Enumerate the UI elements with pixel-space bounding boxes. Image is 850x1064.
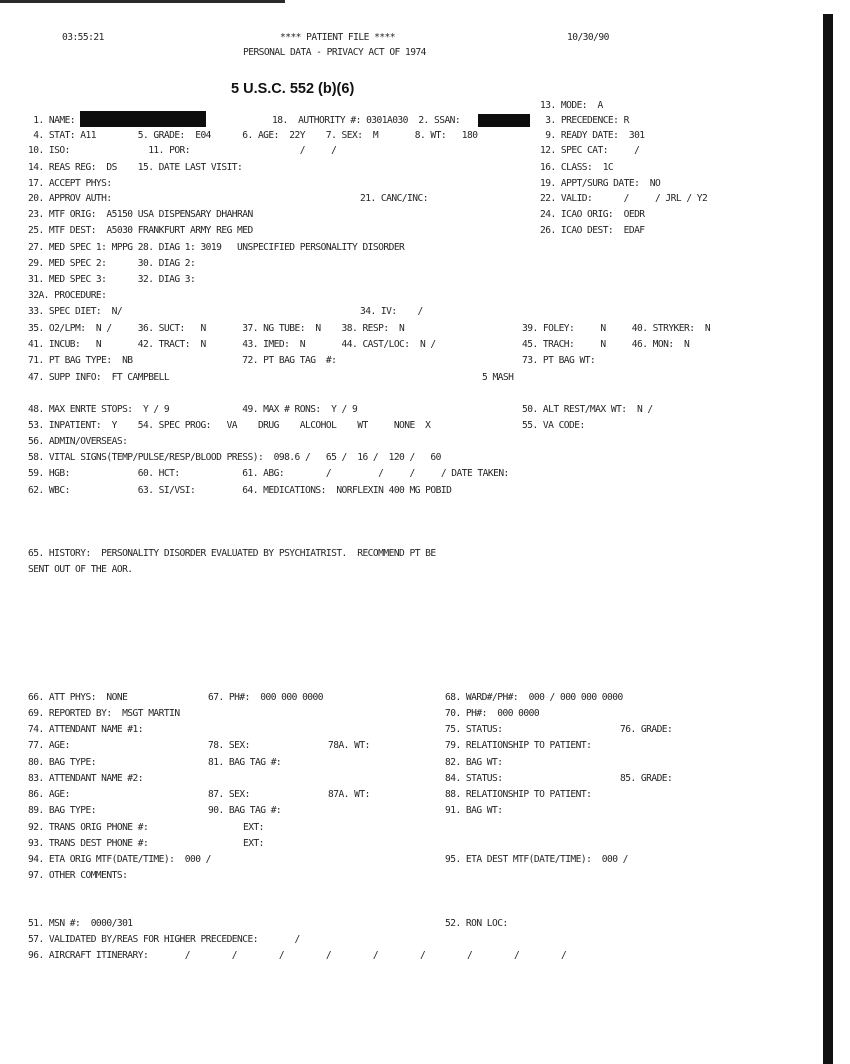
field-att-phys-phone: 67. PH#: 000 000 0000 <box>208 692 323 703</box>
field-stat-grade-age-sex-wt: 4. STAT: A11 5. GRADE: E04 6. AGE: 22Y 7. SEX: M 8. WT: 180 <box>28 130 478 141</box>
field-attendant-2-wt: 87A. WT: <box>328 789 370 800</box>
privacy-exemption-stamp: 5 U.S.C. 552 (b)(6) <box>231 81 355 97</box>
field-va-code: 55. VA CODE: <box>522 420 585 431</box>
document-title: **** PATIENT FILE **** <box>280 32 395 43</box>
field-supp-info: 47. SUPP INFO: FT CAMPBELL <box>28 372 170 383</box>
field-attendant-1-bag-type: 80. BAG TYPE: <box>28 757 96 768</box>
field-pt-bag-wt: 73. PT BAG WT: <box>522 355 596 366</box>
field-alt-rest-max-wt: 50. ALT REST/MAX WT: N / <box>522 404 653 415</box>
field-ward-phone: 68. WARD#/PH#: 000 / 000 000 0000 <box>445 692 623 703</box>
field-attendant-1-wt: 78A. WT: <box>328 740 370 751</box>
field-trans-orig-ext: EXT: <box>243 822 264 833</box>
field-authority-ssan: 18. AUTHORITY #: 0301A030 2. SSAN: <box>272 115 461 126</box>
field-reported-by: 69. REPORTED BY: MSGT MARTIN <box>28 708 180 719</box>
field-attendant-1-relationship: 79. RELATIONSHIP TO PATIENT: <box>445 740 592 751</box>
field-other-comments: 97. OTHER COMMENTS: <box>28 870 128 881</box>
field-incub-tract-imed-cast: 41. INCUB: N 42. TRACT: N 43. IMED: N 44. CAST/LOC: N / <box>28 339 436 350</box>
field-mode: 13. MODE: A <box>540 100 603 111</box>
field-attendant-2-grade: 85. GRADE: <box>620 773 673 784</box>
field-spec-cat: 12. SPEC CAT: / <box>540 145 640 156</box>
field-attendant-2-bag-tag: 90. BAG TAG #: <box>208 805 282 816</box>
field-icao-dest: 26. ICAO DEST: EDAF <box>540 225 645 236</box>
field-history: 65. HISTORY: PERSONALITY DISORDER EVALUATED BY PSYCHIATRIST. RECOMMEND PT BE <box>28 548 436 559</box>
field-attendant-1-bag-wt: 82. BAG WT: <box>445 757 503 768</box>
field-attendant-2-status: 84. STATUS: <box>445 773 503 784</box>
field-reporter-phone: 70. PH#: 000 0000 <box>445 708 540 719</box>
field-canc-inc: 21. CANC/INC: <box>360 193 428 204</box>
field-attendant-2-relationship: 88. RELATIONSHIP TO PATIENT: <box>445 789 592 800</box>
field-valid: 22. VALID: / / JRL / Y2 <box>540 193 708 204</box>
field-mtf-orig: 23. MTF ORIG: A5150 USA DISPENSARY DHAHRAN <box>28 209 253 220</box>
redacted-name <box>80 111 206 127</box>
document-subtitle: PERSONAL DATA - PRIVACY ACT OF 1974 <box>243 47 426 58</box>
field-iv: 34. IV: / <box>360 306 423 317</box>
field-iso-por: 10. ISO: 11. POR: / / <box>28 145 337 156</box>
field-procedure: 32A. PROCEDURE: <box>28 290 107 301</box>
field-accept-phys: 17. ACCEPT PHYS: <box>28 178 112 189</box>
field-attendant-2-age: 86. AGE: <box>28 789 70 800</box>
field-msn: 51. MSN #: 0000/301 <box>28 918 133 929</box>
field-max-enrte-stops: 48. MAX ENRTE STOPS: Y / 9 49. MAX # RONS: Y / 9 <box>28 404 358 415</box>
field-spec-diet: 33. SPEC DIET: N/ <box>28 306 123 317</box>
field-eta-orig-mtf: 94. ETA ORIG MTF(DATE/TIME): 000 / <box>28 854 211 865</box>
field-med-spec-3: 31. MED SPEC 3: 32. DIAG 3: <box>28 274 196 285</box>
field-foley-stryker: 39. FOLEY: N 40. STRYKER: N <box>522 323 711 334</box>
field-ready-date: 9. READY DATE: 301 <box>540 130 645 141</box>
field-trach-mon: 45. TRACH: N 46. MON: N <box>522 339 690 350</box>
field-med-spec-2: 29. MED SPEC 2: 30. DIAG 2: <box>28 258 196 269</box>
field-validated-by: 57. VALIDATED BY/REAS FOR HIGHER PRECEDENCE: / <box>28 934 300 945</box>
field-attendant-1-status: 75. STATUS: <box>445 724 503 735</box>
field-attendant-2-sex: 87. SEX: <box>208 789 250 800</box>
field-supp-info-unit: 5 MASH <box>482 372 514 383</box>
field-aircraft-itinerary: 96. AIRCRAFT ITINERARY: / / / / / / / / / <box>28 950 567 961</box>
field-attendant-2-bag-type: 89. BAG TYPE: <box>28 805 96 816</box>
field-attendant-1-grade: 76. GRADE: <box>620 724 673 735</box>
field-appt-surg-date: 19. APPT/SURG DATE: NO <box>540 178 661 189</box>
field-admin-overseas: 56. ADMIN/OVERSEAS: <box>28 436 128 447</box>
field-hgb-hct-abg: 59. HGB: 60. HCT: 61. ABG: / / / / DATE TAKEN: <box>28 468 509 479</box>
field-approv-auth: 20. APPROV AUTH: <box>28 193 112 204</box>
field-inpatient-spec-prog: 53. INPATIENT: Y 54. SPEC PROG: VA DRUG ALCOHOL WT NONE X <box>28 420 431 431</box>
redacted-ssan <box>478 114 530 127</box>
field-trans-dest-phone: 93. TRANS DEST PHONE #: <box>28 838 149 849</box>
field-attendant-1-age: 77. AGE: <box>28 740 70 751</box>
field-wbc-si-medications: 62. WBC: 63. SI/VSI: 64. MEDICATIONS: NORFLEXIN 400 MG POBID <box>28 485 452 496</box>
field-history-continued: SENT OUT OF THE AOR. <box>28 564 133 575</box>
field-att-phys: 66. ATT PHYS: NONE <box>28 692 128 703</box>
field-mtf-dest: 25. MTF DEST: A5030 FRANKFURT ARMY REG MED <box>28 225 253 236</box>
print-time: 03:55:21 <box>62 32 104 43</box>
field-med-spec-1: 27. MED SPEC 1: MPPG 28. DIAG 1: 3019 UNSPECIFIED PERSONALITY DISORDER <box>28 242 405 253</box>
field-attendant-2-bag-wt: 91. BAG WT: <box>445 805 503 816</box>
field-attendant-1-name: 74. ATTENDANT NAME #1: <box>28 724 143 735</box>
scan-right-edge <box>823 14 833 1064</box>
field-icao-orig: 24. ICAO ORIG: OEDR <box>540 209 645 220</box>
print-date: 10/30/90 <box>567 32 609 43</box>
field-o2-suct-ng-resp: 35. O2/LPM: N / 36. SUCT: N 37. NG TUBE: N 38. RESP: N <box>28 323 405 334</box>
scan-top-edge <box>0 0 285 3</box>
field-vital-signs: 58. VITAL SIGNS(TEMP/PULSE/RESP/BLOOD PRESS): 098.6 / 65 / 16 / 120 / 60 <box>28 452 441 463</box>
field-attendant-1-bag-tag: 81. BAG TAG #: <box>208 757 282 768</box>
field-class: 16. CLASS: 1C <box>540 162 614 173</box>
field-reas-reg: 14. REAS REG: DS 15. DATE LAST VISIT: <box>28 162 243 173</box>
field-pt-bag-type-tag: 71. PT BAG TYPE: NB 72. PT BAG TAG #: <box>28 355 337 366</box>
field-trans-dest-ext: EXT: <box>243 838 264 849</box>
field-precedence: 3. PRECEDENCE: R <box>540 115 629 126</box>
field-eta-dest-mtf: 95. ETA DEST MTF(DATE/TIME): 000 / <box>445 854 628 865</box>
field-attendant-2-name: 83. ATTENDANT NAME #2: <box>28 773 143 784</box>
field-ron-loc: 52. RON LOC: <box>445 918 508 929</box>
field-attendant-1-sex: 78. SEX: <box>208 740 250 751</box>
field-name: 1. NAME: <box>28 115 76 126</box>
field-trans-orig-phone: 92. TRANS ORIG PHONE #: <box>28 822 149 833</box>
